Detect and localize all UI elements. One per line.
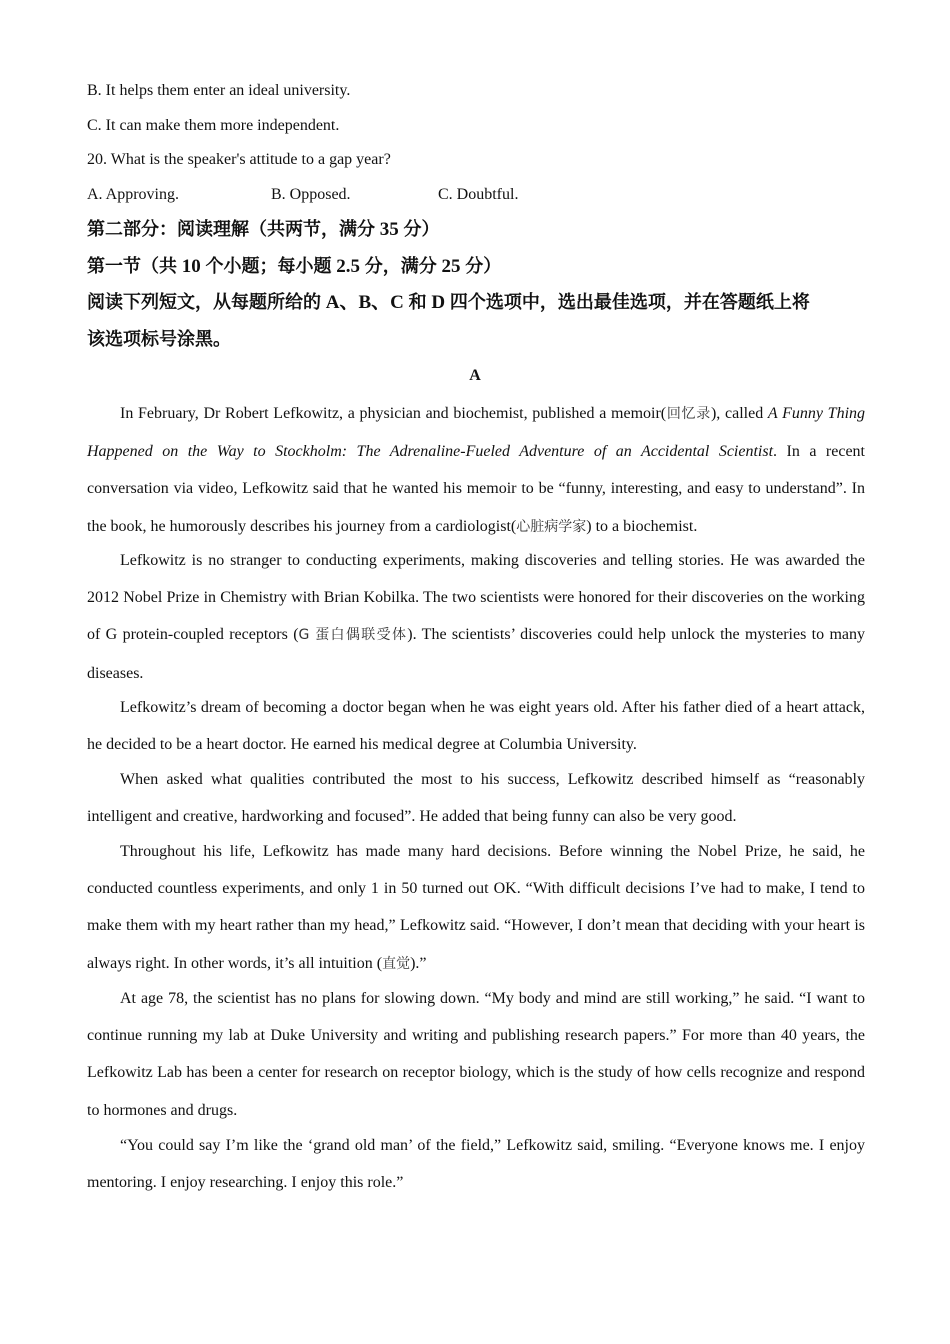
passage-paragraph-2: Lefkowitz is no stranger to conducting experiments, making discoveries and telling stories. He was awarded the 2012 Nobel Prize in Chemistry with Brian Kobilka. The two scientists were honored for their discoveries on the working of G protein-coupled receptors (G 蛋白偶联受体). The scientists’ discoveries could help unlock the mysteries to many diseases. [87, 552, 865, 682]
question19-option-c: C. It can make them more independent. [87, 117, 340, 134]
passage-paragraph-3: Lefkowitz’s dream of becoming a doctor began when he was eight years old. After his father died of a heart attack, he decided to be a heart doctor. He earned his medical degree at Columbia University. [87, 699, 865, 754]
part2-heading: 第二部分：阅读理解（共两节，满分 35 分） [87, 219, 440, 240]
question20-option-b: B. Opposed. [271, 186, 351, 203]
passage-paragraph-6: At age 78, the scientist has no plans for slowing down. “My body and mind are still working,” he said. “I want to continue running my lab at Duke University and writing and publishing research papers.” For more than 40 years, the Lefkowitz Lab has been a center for research on receptor biology, which is the study of how cells recognize and respond to hormones and drugs. [87, 990, 865, 1119]
passage-letter: A [469, 367, 481, 384]
question20-stem: 20. What is the speaker's attitude to a gap year? [87, 151, 391, 168]
memoir-title: A Funny Thing Happened on the Way to Stockholm: The Adrenaline-Fueled Adventure of an Accidental Scientist [87, 405, 866, 461]
passage-paragraph-4: When asked what qualities contributed the most to his success, Lefkowitz described himself as “reasonably intelligent and creative, hardworking and focused”. He added that being funny can also be very good. [87, 771, 865, 826]
question20-option-a: A. Approving. [87, 186, 179, 203]
section1-heading: 第一节（共 10 个小题；每小题 2.5 分，满分 25 分） [87, 256, 502, 277]
instruction-line-1: 阅读下列短文，从每题所给的 A、B、C 和 D 四个选项中，选出最佳选项，并在答题纸上将 [87, 292, 810, 313]
question20-option-c: C. Doubtful. [438, 186, 519, 203]
passage-paragraph-5: Throughout his life, Lefkowitz has made many hard decisions. Before winning the Nobel Prize, he said, he conducted countless experiments, and only 1 in 50 turned out OK. “With difficult decisions I’ve had to make, I tend to make them with my heart rather than my head,” Lefkowitz said. “However, I don’t mean that deciding with your heart is always right. In other words, it’s all intuition (直觉).” [87, 843, 865, 972]
passage-paragraph-1: In February, Dr Robert Lefkowitz, a physician and biochemist, published a memoir(回忆录), called A Funny Thing Happened on the Way to Stockholm: The Adrenaline-Fueled Adventure of an Accidental Scientist. In a recent conversation via video, Lefkowitz said that he wanted his memoir to be “funny, interesting, and easy to understand”. In the book, he humorously describes his journey from a cardiologist(心脏病学家) to a biochemist. [87, 405, 866, 535]
instruction-line-2: 该选项标号涂黑。 [87, 329, 231, 350]
passage-paragraph-7: “You could say I’m like the ‘grand old man’ of the field,” Lefkowitz said, smiling. “Everyone knows me. I enjoy mentoring. I enjoy researching. I enjoy this role.” [87, 1137, 865, 1192]
question19-option-b: B. It helps them enter an ideal university. [87, 82, 351, 99]
